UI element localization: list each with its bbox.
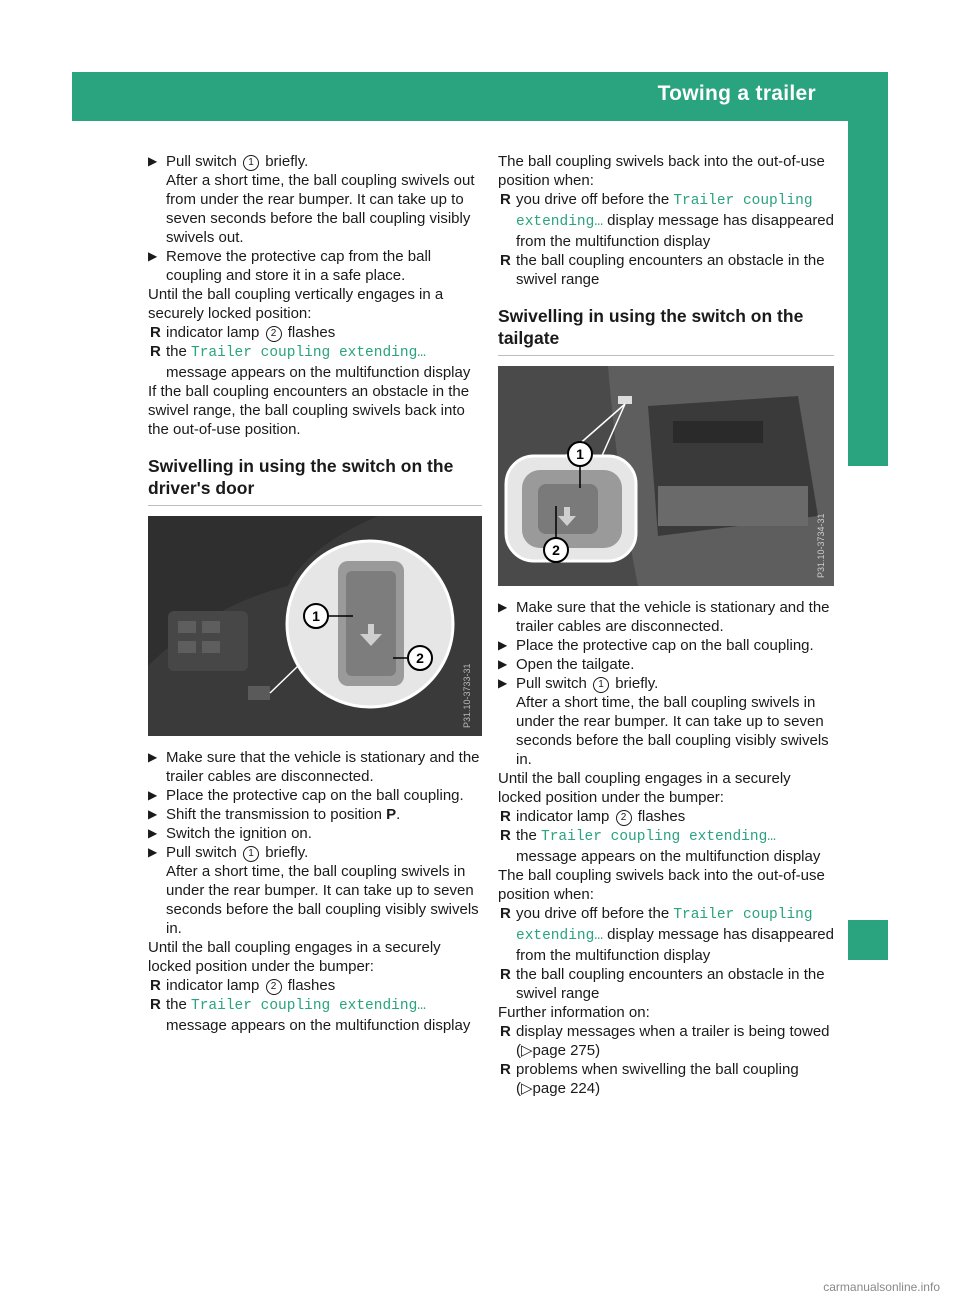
bullet-icon: R (500, 905, 511, 922)
callout-2-icon: 2 (266, 326, 282, 342)
left-column (148, 152, 482, 1035)
figure-code: P31.10-3734-31 (816, 513, 826, 578)
bullet-icon: R (500, 252, 511, 269)
step-arrow-icon: ▶ (148, 249, 158, 263)
bullet-icon: R (150, 343, 161, 360)
step-arrow-icon: ▶ (148, 750, 158, 764)
bullet: R problems when swivelling the ball coupling (▷page 224) (500, 1061, 799, 1097)
bullet: R the Trailer coupling extending… message appears on the multifunction display (150, 996, 471, 1034)
section-title: Towing a trailer (657, 82, 816, 105)
step: ▶ Switch the ignition on. (148, 825, 312, 842)
bullet: R indicator lamp 2 flashes (150, 324, 336, 341)
step-arrow-icon: ▶ (148, 788, 158, 802)
paragraph: The ball coupling swivels back into the out-of-use position when: (498, 153, 825, 189)
step: ▶ Place the protective cap on the ball coupling. (148, 787, 464, 804)
bullet-icon: R (150, 977, 161, 994)
paragraph: Until the ball coupling engages in a securely locked position under the bumper: (148, 939, 441, 975)
step: ▶ Make sure that the vehicle is stationary and the trailer cables are disconnected. (148, 749, 480, 785)
callout-2-icon: 2 (266, 979, 282, 995)
step: ▶ Open the tailgate. (498, 656, 635, 673)
step: ▶ Pull switch 1 briefly. After a short time, the ball coupling swivels out from under the rear bumper. It can take up to seven seconds before the ball coupling visibly swivels out. (148, 153, 475, 246)
step-arrow-icon: ▶ (498, 600, 508, 614)
callout-2-icon: 2 (616, 810, 632, 826)
paragraph: The ball coupling swivels back into the out-of-use position when: (498, 867, 825, 903)
bullet: R the ball coupling encounters an obstacle in the swivel range (500, 252, 825, 288)
side-marker (848, 920, 888, 960)
fig-callout-1: 1 (576, 446, 584, 462)
right-column (498, 152, 834, 1098)
bullet-icon: R (150, 324, 161, 341)
step: ▶ Place the protective cap on the ball coupling. (498, 637, 814, 654)
bullet: R indicator lamp 2 flashes (500, 808, 686, 825)
step-arrow-icon: ▶ (148, 807, 158, 821)
bullet: R you drive off before the Trailer coupling extending… display message has disappeared from the multifunction display (500, 191, 834, 250)
door-switch-figure (148, 516, 482, 736)
step-arrow-icon: ▶ (498, 638, 508, 652)
display-message: Trailer coupling extending… (516, 907, 813, 944)
display-message: Trailer coupling extending… (191, 345, 426, 361)
fig-callout-1: 1 (312, 608, 320, 624)
display-message: Trailer coupling extending… (516, 193, 813, 230)
bullet: R the Trailer coupling extending… message appears on the multifunction display (150, 343, 471, 381)
callout-1-icon: 1 (243, 846, 259, 862)
section-heading: Swivelling in using the switch on the driver's door (148, 455, 482, 506)
paragraph: Further information on: (498, 1004, 650, 1021)
fig-callout-2: 2 (552, 542, 560, 558)
bullet-icon: R (500, 808, 511, 825)
step: ▶ Make sure that the vehicle is stationary and the trailer cables are disconnected. (498, 599, 830, 635)
footer-watermark: carmanualsonline.info (823, 1280, 940, 1294)
bullet-icon: R (500, 191, 511, 208)
tailgate-switch-figure (498, 366, 832, 586)
bullet-icon: R (500, 966, 511, 983)
page-ref-arrow-icon: ▷ (521, 1080, 533, 1097)
bullet: R the Trailer coupling extending… message appears on the multifunction display (500, 827, 821, 865)
fig-callout-2: 2 (416, 650, 424, 666)
step: ▶ Pull switch 1 briefly. After a short time, the ball coupling swivels in under the rear bumper. It can take up to seven seconds before the ball coupling visibly swivels in. (498, 675, 829, 768)
section-heading: Swivelling in using the switch on the tailgate (498, 305, 834, 356)
bullet-icon: R (500, 1023, 511, 1040)
callout-1-icon: 1 (243, 155, 259, 171)
bullet: R you drive off before the Trailer coupling extending… display message has disappeared from the multifunction display (500, 905, 834, 964)
callout-1-icon: 1 (593, 677, 609, 693)
page-ref-link[interactable]: page 275) (532, 1042, 601, 1059)
bullet-icon: R (500, 1061, 511, 1078)
step-arrow-icon: ▶ (498, 657, 508, 671)
paragraph: If the ball coupling encounters an obstacle in the swivel range, the ball coupling swivels back into the out-of-use position. (148, 383, 470, 438)
header-bar (72, 72, 888, 121)
display-message: Trailer coupling extending… (541, 829, 776, 845)
display-message: Trailer coupling extending… (191, 998, 426, 1014)
bullet: R the ball coupling encounters an obstacle in the swivel range (500, 966, 825, 1002)
step: ▶ Remove the protective cap from the ball coupling and store it in a safe place. (148, 248, 432, 284)
page-ref-arrow-icon: ▷ (521, 1042, 533, 1059)
step-arrow-icon: ▶ (148, 154, 158, 168)
step: ▶ Pull switch 1 briefly. After a short time, the ball coupling swivels in under the rear bumper. It can take up to seven seconds before the ball coupling visibly swivels in. (148, 844, 479, 937)
bullet: R indicator lamp 2 flashes (150, 977, 336, 994)
bullet: R display messages when a trailer is being towed (▷page 275) (500, 1023, 830, 1059)
side-tab-label: Driving and parking (855, 190, 880, 398)
page-ref-link[interactable]: page 224) (532, 1080, 601, 1097)
step: ▶ Shift the transmission to position P. (148, 806, 401, 823)
step-arrow-icon: ▶ (148, 845, 158, 859)
figure-code: P31.10-3733-31 (462, 663, 472, 728)
paragraph: Until the ball coupling engages in a securely locked position under the bumper: (498, 770, 791, 806)
paragraph: Until the ball coupling vertically engages in a securely locked position: (148, 286, 444, 322)
step-arrow-icon: ▶ (498, 676, 508, 690)
step-arrow-icon: ▶ (148, 826, 158, 840)
bullet-icon: R (150, 996, 161, 1013)
bullet-icon: R (500, 827, 511, 844)
